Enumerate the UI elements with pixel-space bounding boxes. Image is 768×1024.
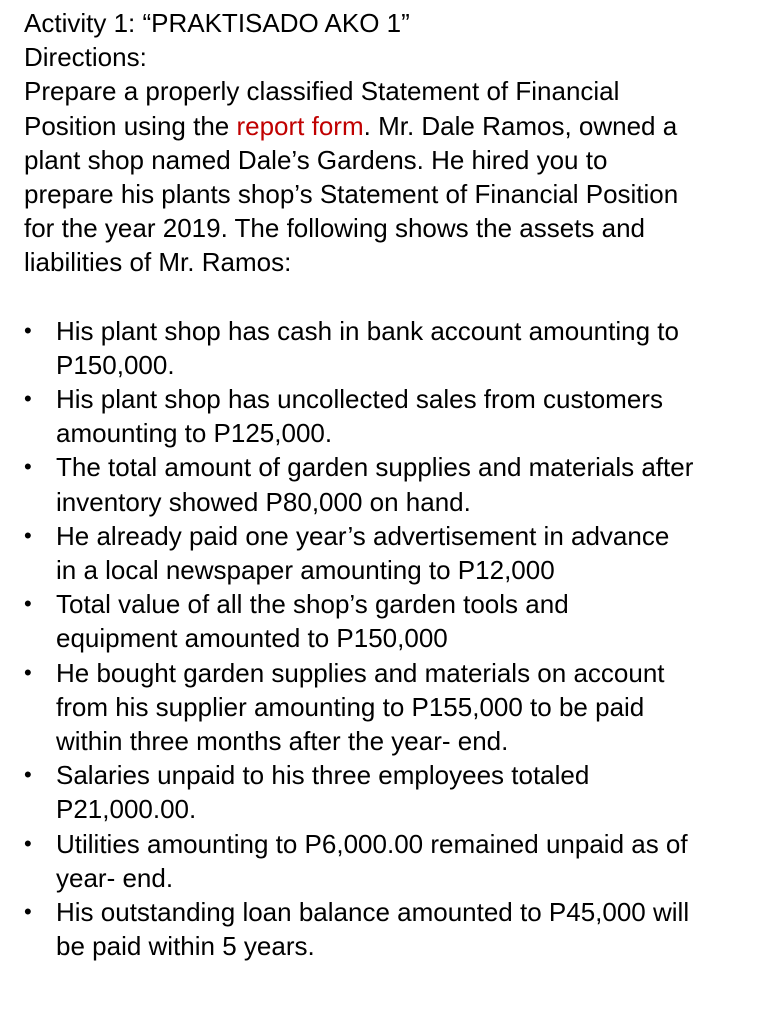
instructions-text: . Mr. Dale Ramos, owned a [363,110,678,141]
instructions-line: liabilities of Mr. Ramos: [24,247,292,278]
asset-liability-list [24,314,764,964]
bullet-icon: • [24,659,32,685]
list-item-text: P150,000. [56,349,175,380]
instructions-line: plant shop named Dale’s Gardens. He hired you to [24,144,608,175]
list-item [24,758,764,826]
list-item-text: equipment amounted to P150,000 [56,623,448,654]
instructions-line: prepare his plants shop’s Statement of Financial Position [24,179,679,210]
list-item-text: His plant shop has cash in bank account amounting to [56,315,679,346]
instructions-line [24,109,764,143]
list-item [24,519,764,587]
activity-title: Activity 1: “PRAKTISADO AKO 1” [24,8,410,38]
instructions-line: Prepare a properly classified Statement of Financial [24,76,620,107]
list-item [24,314,764,382]
list-item-text: from his supplier amounting to P155,000 to be paid [56,691,645,722]
bullet-icon: • [24,899,32,925]
list-item-text: Utilities amounting to P6,000.00 remained unpaid as of [56,828,688,859]
list-item-text: His plant shop has uncollected sales from customers [56,384,663,415]
list-item-text: He already paid one year’s advertisement in advance [56,520,670,551]
instructions-paragraph [24,74,764,279]
bullet-icon: • [24,830,32,856]
list-item-text: Total value of all the shop’s garden tools and [56,589,569,620]
bullet-icon: • [24,522,32,548]
bullet-icon: • [24,591,32,617]
instructions-text: Position using the [24,110,237,141]
list-item-text: Salaries unpaid to his three employees totaled [56,760,590,791]
list-item-text: year- end. [56,862,174,893]
list-item [24,827,764,895]
list-item-text: in a local newspaper amounting to P12,000 [56,555,555,586]
list-item-text: The total amount of garden supplies and materials after [56,452,694,483]
bullet-icon: • [24,762,32,788]
list-item [24,587,764,655]
list-item-text: His outstanding loan balance amounted to P45,000 will [56,897,690,928]
list-item-text: He bought garden supplies and materials on account [56,657,665,688]
list-item-text: inventory showed P80,000 on hand. [56,486,471,517]
instructions-line: for the year 2019. The following shows the assets and [24,213,646,244]
bullet-icon: • [24,386,32,412]
list-item-text: within three months after the year- end. [56,726,509,757]
report-form-highlight: report form [236,110,364,141]
directions-label: Directions: [24,42,147,73]
list-item [24,895,764,963]
bullet-icon: • [24,317,32,343]
list-item [24,656,764,759]
bullet-icon: • [24,454,32,480]
list-item [24,382,764,450]
activity-document [24,6,764,963]
list-item-text: amounting to P125,000. [56,418,333,449]
list-item [24,450,764,518]
paragraph-spacer [24,280,764,314]
list-item-text: be paid within 5 years. [56,931,315,962]
list-item-text: P21,000.00. [56,794,197,825]
